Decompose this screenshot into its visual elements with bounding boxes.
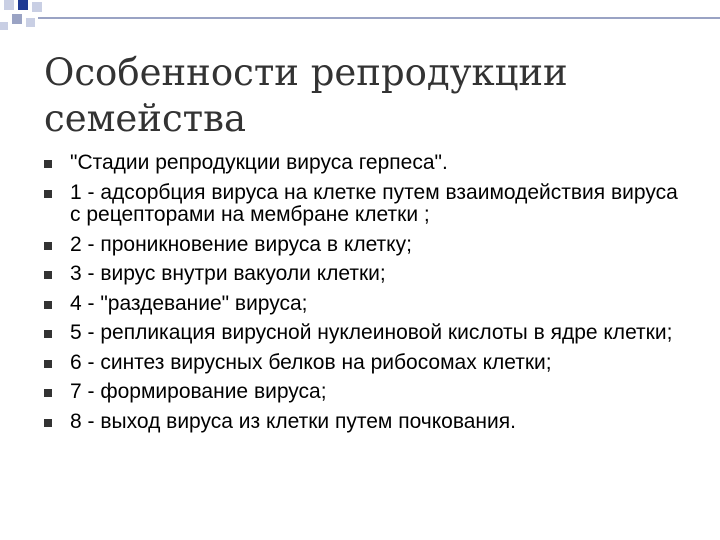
bullet-item <box>44 263 684 286</box>
bullet-item <box>44 293 684 316</box>
square-bullet-icon <box>44 419 52 427</box>
square-bullet-icon <box>44 190 52 198</box>
bullet-item <box>44 411 684 434</box>
bullet-item <box>44 182 684 227</box>
deco-square <box>32 2 42 12</box>
bullet-item <box>44 322 684 345</box>
corner-squares-decoration <box>0 0 60 40</box>
square-bullet-icon <box>44 271 52 279</box>
bullet-list <box>44 152 684 440</box>
square-bullet-icon <box>44 301 52 309</box>
slide-title-line: Особенности репродукции <box>44 51 568 94</box>
bullet-text: 4 - "раздевание" вируса; <box>70 291 308 315</box>
bullet-item <box>44 234 684 257</box>
deco-square <box>18 0 28 10</box>
bullet-text: 6 - синтез вирусных белков на рибосомах клетки; <box>70 350 552 374</box>
header-rule <box>38 17 720 19</box>
bullet-item <box>44 152 684 175</box>
slide-title <box>44 50 684 142</box>
slide-title-line: семейства <box>44 97 247 140</box>
bullet-text: 2 - проникновение вируса в клетку; <box>70 232 412 256</box>
deco-square <box>4 0 14 10</box>
bullet-item <box>44 352 684 375</box>
bullet-text: 1 - адсорбция вируса на клетке путем взаимодействия вируса с рецепторами на мембране клетки ; <box>70 180 678 226</box>
deco-square <box>0 22 8 30</box>
square-bullet-icon <box>44 242 52 250</box>
bullet-text: 8 - выход вируса из клетки путем почкования. <box>70 409 516 433</box>
square-bullet-icon <box>44 160 52 168</box>
square-bullet-icon <box>44 360 52 368</box>
deco-square <box>12 14 22 24</box>
bullet-item <box>44 381 684 404</box>
bullet-text: 7 - формирование вируса; <box>70 380 327 403</box>
bullet-text: 3 - вирус внутри вакуоли клетки; <box>70 262 386 285</box>
square-bullet-icon <box>44 389 52 397</box>
bullet-text: 5 - репликация вирусной нуклеиновой кислоты в ядре клетки; <box>70 321 673 344</box>
square-bullet-icon <box>44 330 52 338</box>
deco-square <box>26 18 35 27</box>
bullet-text: "Стадии репродукции вируса герпеса". <box>70 151 448 174</box>
